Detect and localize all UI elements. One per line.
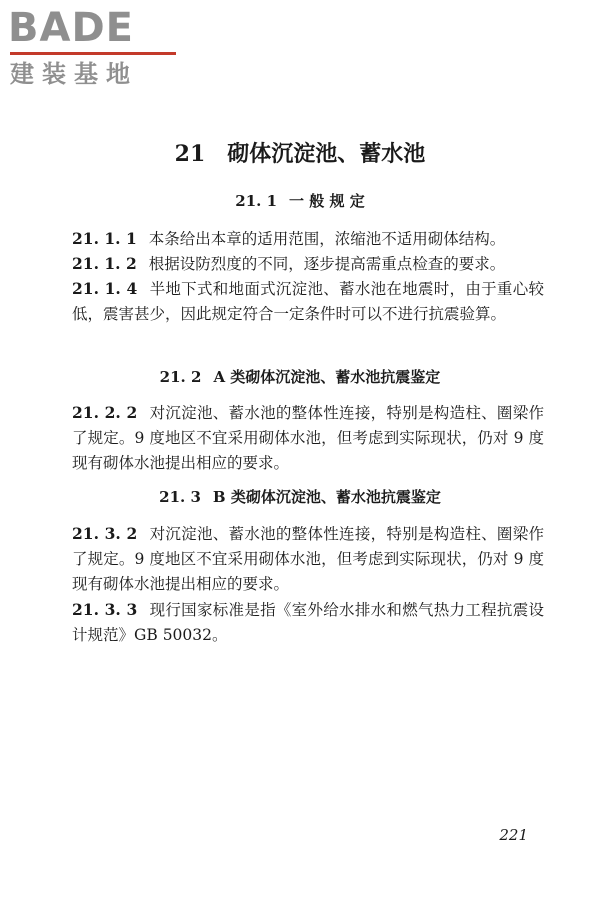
clause-21-2-2 <box>72 400 544 476</box>
section-number: 21. 3 <box>159 488 201 506</box>
section-number: 21. 1 <box>235 192 278 210</box>
clause-number: 21. 1. 1 <box>72 229 137 248</box>
clause-text: 半地下式和地面式沉淀池、蓄水池在地震时，由于重心较低，震害甚少，因此规定符合一定条件时可以不进行抗震验算。 <box>72 280 544 323</box>
page-number: 221 <box>499 826 528 844</box>
clause-number: 21. 2. 2 <box>72 403 138 422</box>
logo-red-bar <box>10 52 176 55</box>
clause-21-1-4 <box>72 276 544 327</box>
section-title: 一 般 规 定 <box>289 192 365 210</box>
clause-21-1-1 <box>72 226 544 252</box>
section-number: 21. 2 <box>159 368 202 386</box>
clause-21-3-2 <box>72 521 544 597</box>
clause-text: 本条给出本章的适用范围，浓缩池不适用砌体结构。 <box>148 230 506 248</box>
chapter-title <box>0 140 600 168</box>
clause-number: 21. 1. 2 <box>72 254 137 273</box>
chapter-title-text: 砌体沉淀池、蓄水池 <box>227 141 426 167</box>
section-heading-21-3 <box>0 486 600 508</box>
clause-21-3-3 <box>72 597 544 648</box>
clause-number: 21. 3. 2 <box>72 524 138 543</box>
section-heading-21-2 <box>0 366 600 388</box>
section-heading-21-1 <box>0 190 600 212</box>
clause-text: 对沉淀池、蓄水池的整体性连接，特别是构造柱、圈梁作了规定。9 度地区不宜采用砌体水池，但考虑到实际现状，仍对 9 度现有砌体水池提出相应的要求。 <box>72 525 544 593</box>
chapter-number: 21 <box>174 141 206 167</box>
section-title: B 类砌体沉淀池、蓄水池抗震鉴定 <box>212 488 441 506</box>
clause-number: 21. 1. 4 <box>72 279 138 298</box>
clause-text: 对沉淀池、蓄水池的整体性连接，特别是构造柱、圈梁作了规定。9 度地区不宜采用砌体水池，但考虑到实际现状，仍对 9 度现有砌体水池提出相应的要求。 <box>72 404 544 472</box>
logo-subtitle: 建装基地 <box>10 60 138 88</box>
clause-text: 根据设防烈度的不同，逐步提高需重点检查的要求。 <box>148 255 506 273</box>
bade-logo <box>8 4 178 90</box>
section-title: A 类砌体沉淀池、蓄水池抗震鉴定 <box>213 368 441 386</box>
clause-text: 现行国家标准是指《室外给水排水和燃气热力工程抗震设计规范》GB 50032。 <box>72 601 544 644</box>
clause-21-1-2 <box>72 251 544 277</box>
logo-wordmark: BADE <box>8 5 134 51</box>
clause-number: 21. 3. 3 <box>72 600 138 619</box>
